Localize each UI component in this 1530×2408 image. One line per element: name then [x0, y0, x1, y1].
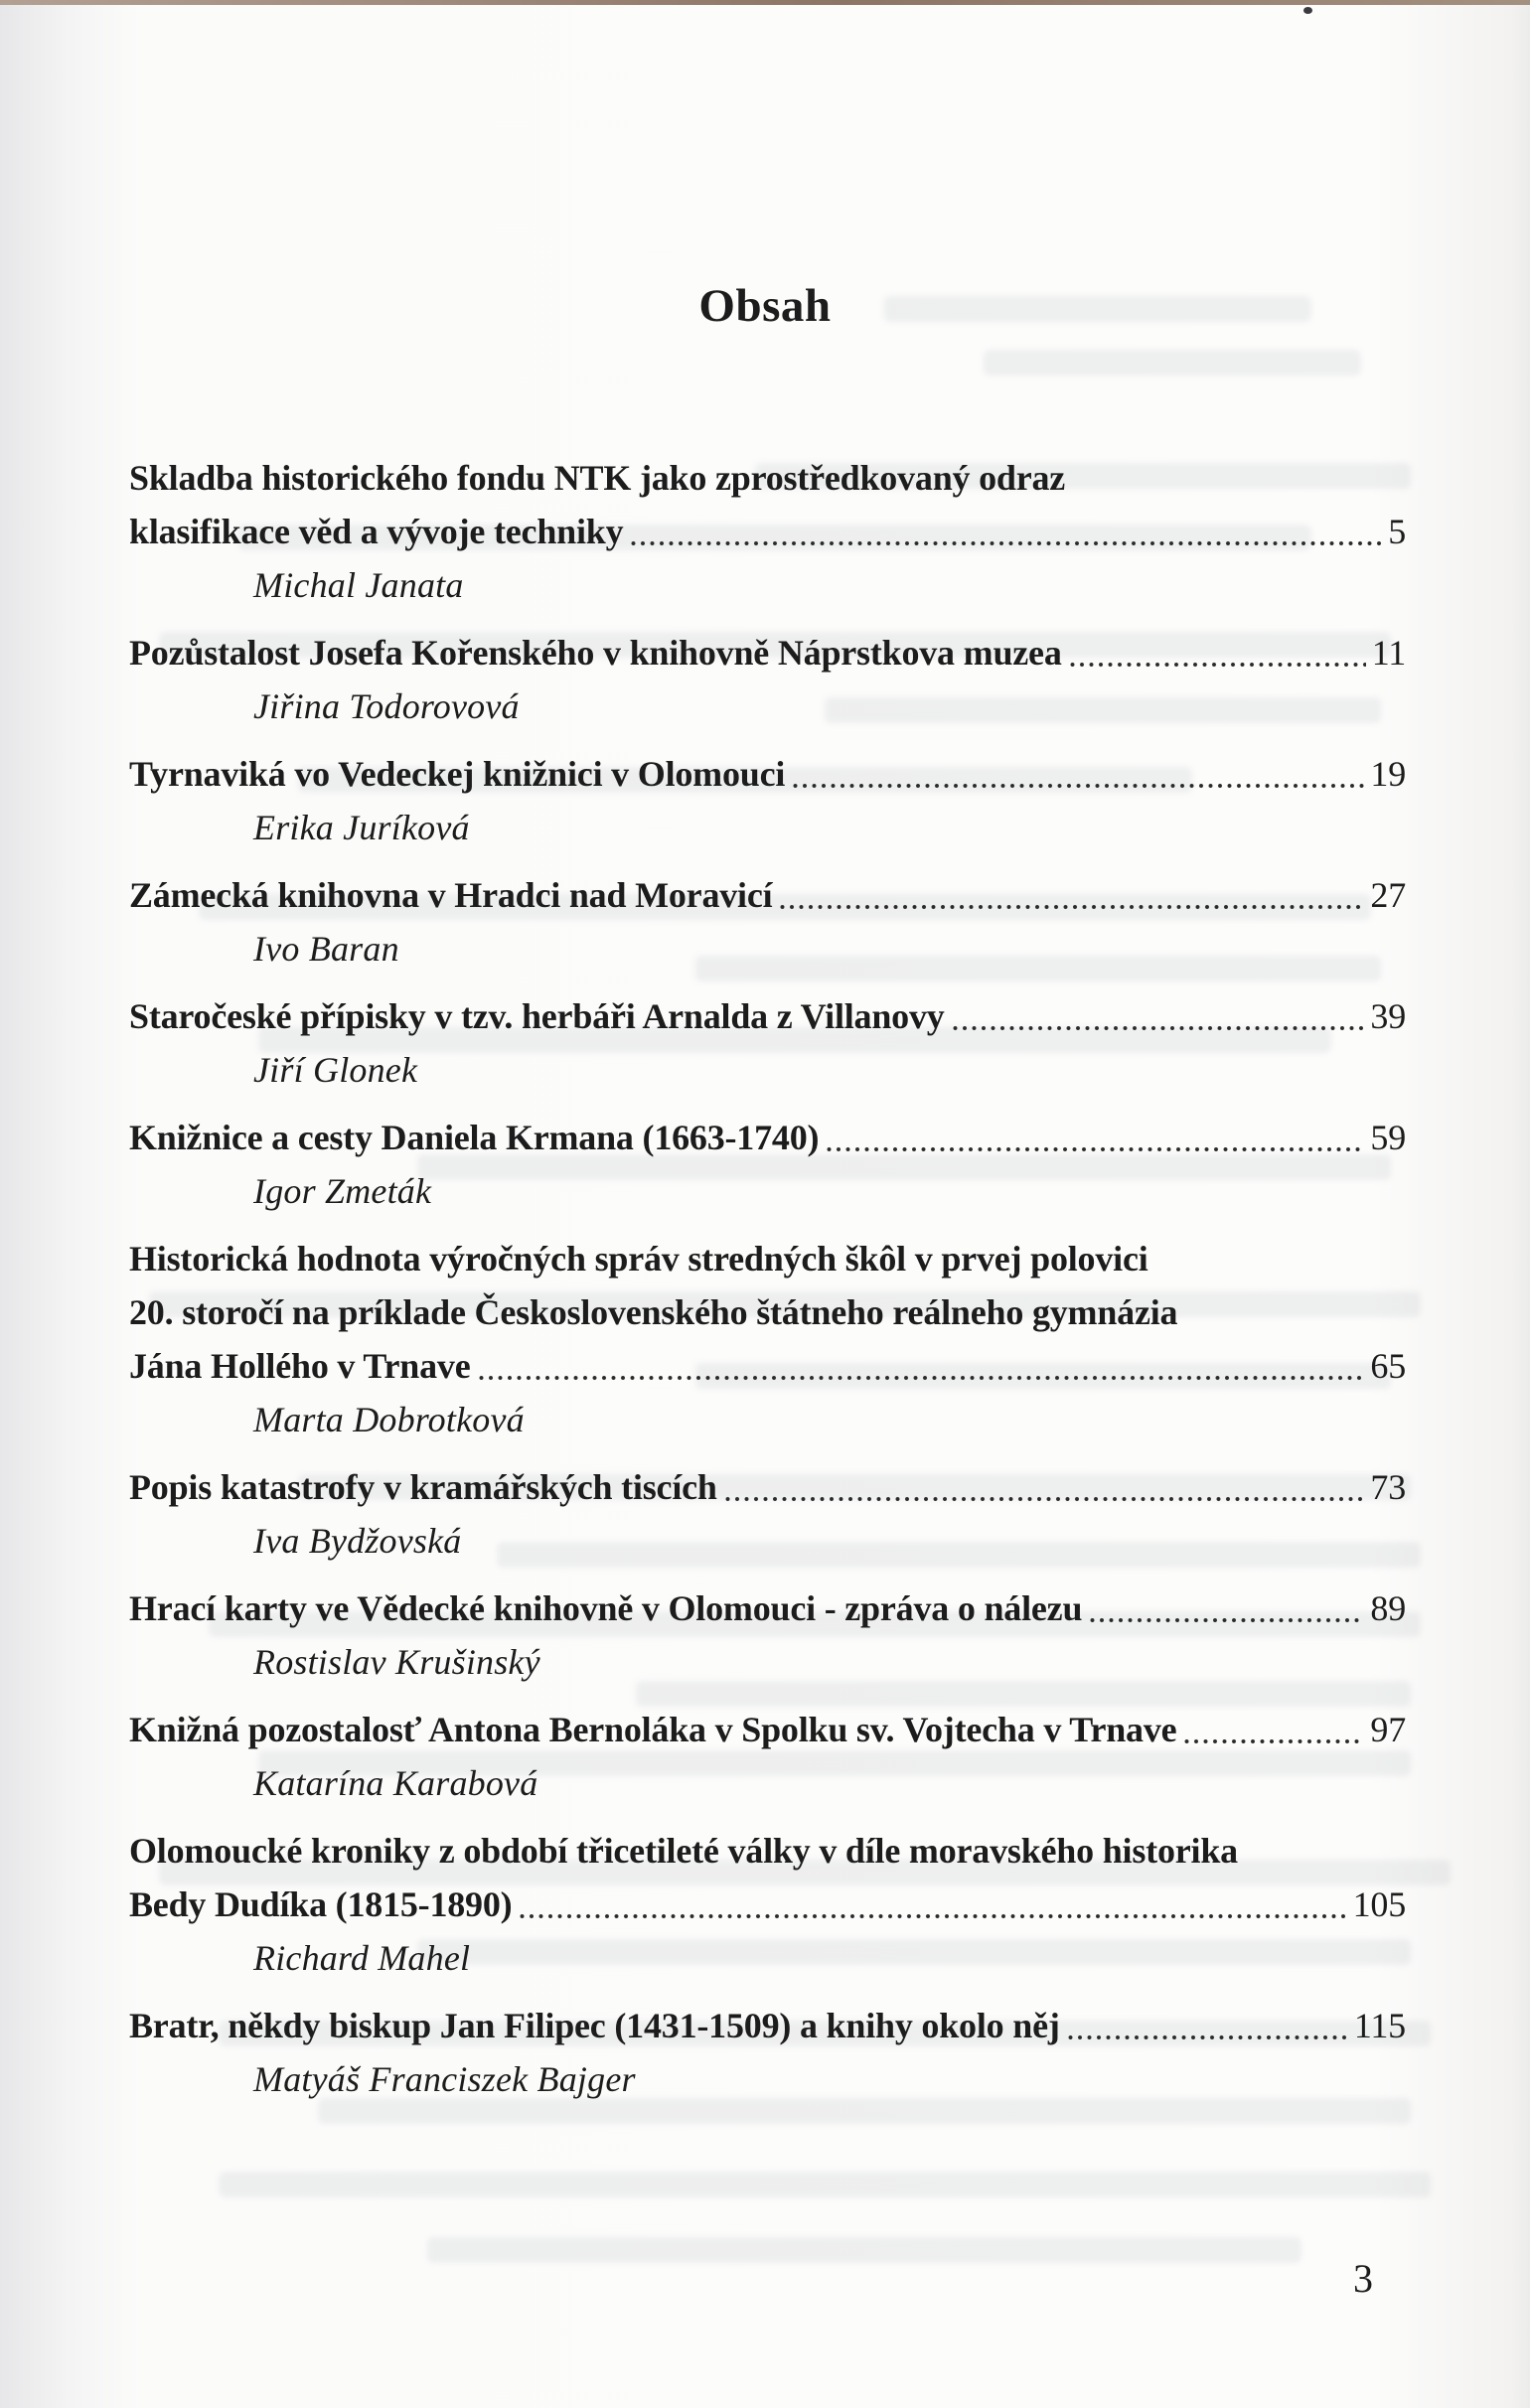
toc-entry: [129, 1460, 1406, 1568]
table-of-contents: [129, 451, 1406, 2106]
entry-page-number: 89: [1370, 1588, 1406, 1628]
entry-title-text: Hrací karty ve Vědecké knihovně v Olomouci - zpráva o nálezu: [129, 1588, 1083, 1628]
entry-title-line-with-page: [129, 1878, 1406, 1931]
toc-entry: [129, 1703, 1406, 1810]
dot-leader: [1070, 660, 1366, 670]
entry-title-line-with-page: [129, 1339, 1406, 1393]
toc-entry: [129, 626, 1406, 733]
dot-leader: [793, 781, 1364, 791]
dot-leader: [520, 1911, 1346, 1921]
entry-title-text: Bedy Dudíka (1815-1890): [129, 1884, 513, 1924]
toc-entry: [129, 451, 1406, 612]
entry-title-text: Tyrnaviká vo Vedeckej knižnici v Olomouci: [129, 754, 786, 794]
toc-entry: [129, 1581, 1406, 1689]
entry-title-line-with-page: [129, 989, 1406, 1043]
entry-author: Michal Janata: [253, 565, 464, 605]
dot-leader: [479, 1373, 1365, 1383]
entry-author: Iva Bydžovská: [253, 1521, 462, 1561]
toc-entry: [129, 1111, 1406, 1218]
page-number: 3: [1353, 2256, 1373, 2301]
entry-page-number: 27: [1370, 875, 1406, 915]
page-title: Obsah: [698, 280, 832, 332]
dot-leader: [1090, 1615, 1364, 1625]
dot-leader: [725, 1494, 1365, 1504]
dot-leader: [631, 538, 1382, 548]
entry-author: Jiří Glonek: [253, 1050, 418, 1090]
entry-title-line: Olomoucké kroniky z období třicetileté války v díle moravského historika: [129, 1831, 1238, 1871]
entry-title-line: Historická hodnota výročných správ stredných škôl v prvej polovici: [129, 1239, 1148, 1279]
entry-title-text: Knižná pozostalosť Antona Bernoláka v Spolku sv. Vojtecha v Trnave: [129, 1710, 1177, 1749]
entry-page-number: 65: [1370, 1346, 1406, 1386]
entry-page-number: 39: [1370, 996, 1406, 1036]
entry-title-line-with-page: [129, 1581, 1406, 1635]
entry-title-text: Zámecká knihovna v Hradci nad Moravicí: [129, 875, 773, 915]
dot-leader: [1068, 2032, 1348, 2042]
toc-entry: [129, 1999, 1406, 2106]
entry-title-line-with-page: [129, 1999, 1406, 2052]
entry-title-text: Bratr, někdy biskup Jan Filipec (1431-1509) a knihy okolo něj: [129, 2006, 1060, 2045]
entry-author: Katarína Karabová: [253, 1763, 538, 1803]
entry-author: Richard Mahel: [253, 1938, 471, 1978]
entry-page-number: 105: [1352, 1884, 1406, 1924]
dot-leader: [780, 902, 1364, 912]
entry-title-text: klasifikace věd a vývoje techniky: [129, 512, 624, 551]
entry-title-line-with-page: [129, 626, 1406, 679]
dot-leader: [1184, 1736, 1364, 1746]
entry-author: Jiřina Todorovová: [253, 686, 520, 726]
entry-title-text: Pozůstalost Josefa Kořenského v knihovně Náprstkova muzea: [129, 633, 1062, 673]
entry-page-number: 11: [1371, 633, 1406, 673]
entry-author: Marta Dobrotková: [253, 1400, 525, 1439]
entry-page-number: 5: [1388, 512, 1406, 551]
dot-leader: [827, 1144, 1364, 1154]
toc-entry: [129, 868, 1406, 976]
entry-title-text: Popis katastrofy v kramářských tiscích: [129, 1467, 717, 1507]
entry-title-line-with-page: [129, 868, 1406, 922]
entry-title-line: Skladba historického fondu NTK jako zprostředkovaný odraz: [129, 458, 1066, 498]
entry-page-number: 19: [1370, 754, 1406, 794]
entry-page-number: 73: [1370, 1467, 1406, 1507]
toc-entry: [129, 1824, 1406, 1985]
entry-author: Matyáš Franciszek Bajger: [253, 2059, 636, 2099]
bleed-through-artifact: [427, 2237, 1301, 2263]
bleed-through-artifact: [219, 2172, 1431, 2197]
toc-entry: [129, 989, 1406, 1097]
entry-title-text: Jána Hollého v Trnave: [129, 1346, 471, 1386]
entry-author: Ivo Baran: [253, 929, 399, 969]
entry-page-number: 59: [1370, 1118, 1406, 1157]
entry-title-line-with-page: [129, 1460, 1406, 1514]
entry-page-number: 97: [1370, 1710, 1406, 1749]
entry-title-line-with-page: [129, 505, 1406, 558]
entry-title-text: Staročeské přípisky v tzv. herbáři Arnalda z Villanovy: [129, 996, 945, 1036]
entry-page-number: 115: [1353, 2006, 1406, 2045]
entry-title-line-with-page: [129, 1111, 1406, 1164]
entry-title-line: 20. storočí na príklade Československého štátneho reálneho gymnázia: [129, 1292, 1178, 1332]
dot-leader: [953, 1023, 1365, 1033]
entry-title-line-with-page: [129, 1703, 1406, 1756]
toc-entry: [129, 747, 1406, 854]
entry-author: Igor Zmeták: [253, 1171, 432, 1211]
entry-author: Rostislav Krušinský: [253, 1642, 540, 1682]
toc-entry: [129, 1232, 1406, 1446]
entry-title-line-with-page: [129, 747, 1406, 801]
bleed-through-artifact: [984, 350, 1361, 376]
entry-author: Erika Juríková: [253, 808, 470, 847]
entry-title-text: Knižnice a cesty Daniela Krmana (1663-1740): [129, 1118, 820, 1157]
